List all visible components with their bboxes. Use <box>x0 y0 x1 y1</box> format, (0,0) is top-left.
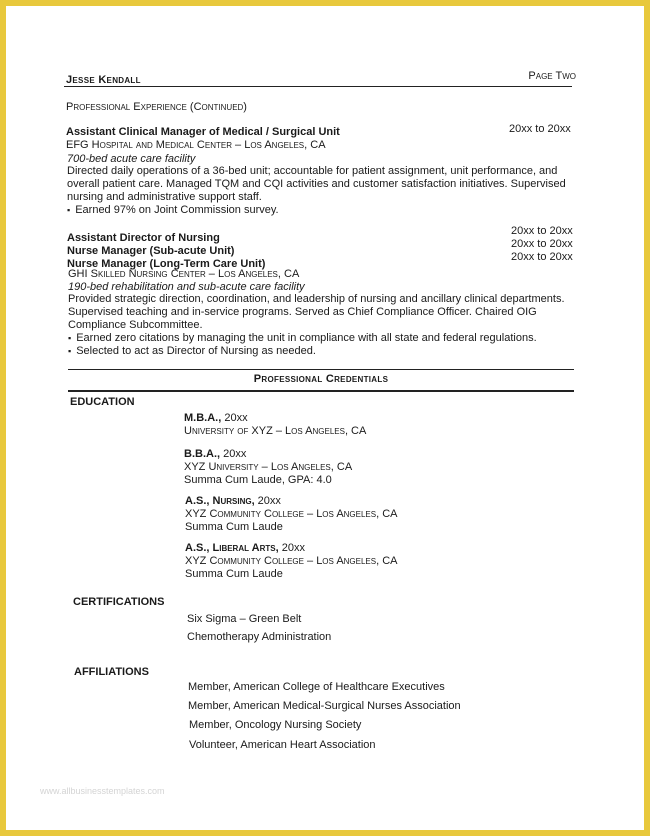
degree-year: 20xx <box>220 448 247 460</box>
job1-desc-line: overall patient care. Managed TQM and CQI activities and customer satisfaction initiatives. Supervised <box>67 178 566 190</box>
candidate-name: Jesse Kendall <box>66 74 141 86</box>
job1-org: EFG Hospital and Medical Center – Los Angeles, CA <box>66 139 326 151</box>
degree-name: M.B.A., <box>184 412 222 424</box>
degree-honors: Summa Cum Laude, GPA: 4.0 <box>184 474 332 486</box>
job2-note: 190-bed rehabilitation and sub-acute care facility <box>68 281 305 293</box>
job2-title: Assistant Director of Nursing <box>67 232 220 244</box>
degree-name: B.B.A., <box>184 448 221 460</box>
affiliation-item: Member, American Medical-Surgical Nurses Association <box>188 700 461 712</box>
degree-name: A.S., Liberal Arts, <box>185 542 279 554</box>
job2-date: 20xx to 20xx <box>511 238 573 250</box>
job2-title: Nurse Manager (Long-Term Care Unit) <box>67 258 266 270</box>
education-heading: EDUCATION <box>70 396 135 408</box>
credentials-band <box>68 369 574 389</box>
affiliations-heading: AFFILIATIONS <box>74 666 149 678</box>
job1-desc-line: nursing and administrative support staff. <box>67 191 262 203</box>
job2-org: GHI Skilled Nursing Center – Los Angeles, CA <box>68 268 300 280</box>
degree-honors: Summa Cum Laude <box>185 521 283 533</box>
certification-item: Chemotherapy Administration <box>187 631 332 643</box>
job1-bullet: ▪ Earned 97% on Joint Commission survey. <box>67 204 279 216</box>
affiliation-item: Volunteer, American Heart Association <box>189 739 376 751</box>
job2-desc-line: Compliance Subcommittee. <box>68 319 203 331</box>
degree-name: A.S., Nursing, <box>185 495 255 507</box>
credentials-title: Professional Credentials <box>253 373 389 385</box>
section-title-experience: Professional Experience (Continued) <box>66 101 247 113</box>
job2-desc-line: Provided strategic direction, coordination, and leadership of nursing and ancillary clinical departments. <box>68 293 565 305</box>
affiliation-item: Member, American College of Healthcare Executives <box>188 681 445 693</box>
job2-desc-line: Supervised teaching and in-service programs. Served as Chief Compliance Officer. Chaired OIG <box>68 306 537 318</box>
band-bottom-rule <box>68 390 574 392</box>
degree-entry <box>184 448 246 461</box>
certification-item: Six Sigma – Green Belt <box>187 613 302 625</box>
band-top-rule <box>68 369 574 370</box>
job1-note: 700-bed acute care facility <box>67 153 196 165</box>
degree-entry <box>185 495 281 508</box>
degree-school: XYZ University – Los Angeles, CA <box>184 461 353 473</box>
job2-bullet: ▪ Earned zero citations by managing the unit in compliance with all state and federal regulations. <box>68 332 537 344</box>
job1-desc-line: Directed daily operations of a 36-bed unit; accountable for patient assignment, unit performance, and <box>67 165 558 177</box>
certifications-heading: CERTIFICATIONS <box>73 596 165 608</box>
job2-date: 20xx to 20xx <box>511 225 573 237</box>
page-number: Page Two <box>528 70 576 82</box>
job2-date: 20xx to 20xx <box>511 251 573 263</box>
degree-year: 20xx <box>278 542 305 554</box>
degree-year: 20xx <box>221 412 248 424</box>
degree-school: University of XYZ – Los Angeles, CA <box>184 425 367 437</box>
job1-title: Assistant Clinical Manager of Medical / Surgical Unit <box>66 126 340 138</box>
job2-title: Nurse Manager (Sub-acute Unit) <box>67 245 235 257</box>
affiliation-item: Member, Oncology Nursing Society <box>189 719 362 731</box>
degree-school: XYZ Community College – Los Angeles, CA <box>185 555 398 567</box>
header-rule <box>64 86 572 87</box>
degree-year: 20xx <box>254 495 281 507</box>
job2-bullet: ▪ Selected to act as Director of Nursing as needed. <box>68 345 316 357</box>
degree-entry <box>184 412 248 425</box>
degree-honors: Summa Cum Laude <box>185 568 283 580</box>
degree-entry <box>185 542 305 555</box>
watermark: www.allbusinesstemplates.com <box>40 786 165 796</box>
resume-page <box>6 6 644 830</box>
degree-school: XYZ Community College – Los Angeles, CA <box>185 508 398 520</box>
job1-date: 20xx to 20xx <box>509 123 571 135</box>
